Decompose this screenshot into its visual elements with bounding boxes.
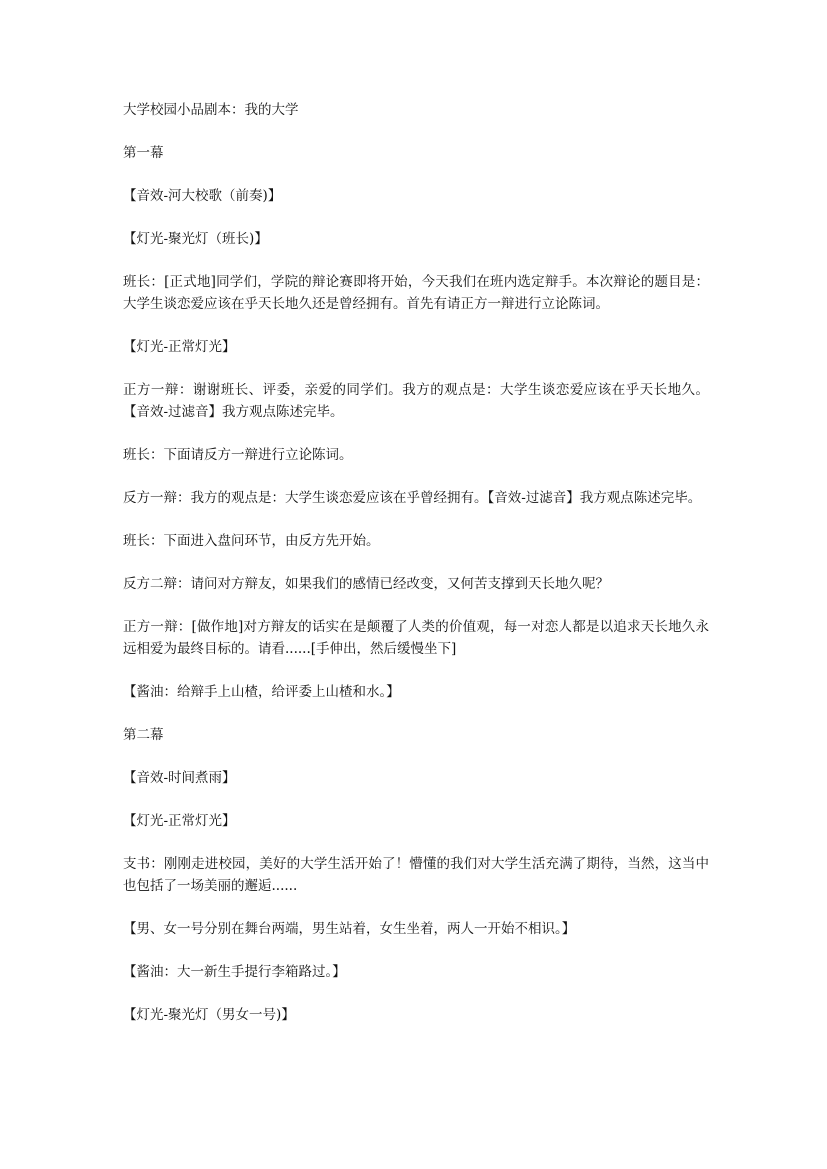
stage-direction: 【灯光-正常灯光】 [123, 813, 236, 829]
dialogue-line: 支书：刚刚走进校园，美好的大学生活开始了！懵懂的我们对大学生活充满了期待，当然，这当中也包括了一场美丽的邂逅...... [123, 856, 709, 894]
dialogue-line: 反方二辩：请问对方辩友，如果我们的感情已经改变，又何苦支撑到天长地久呢？ [123, 576, 609, 592]
act-heading: 第二幕 [123, 727, 164, 743]
stage-direction: 【灯光-正常灯光】 [123, 339, 236, 355]
dialogue-line: 班长：[正式地]同学们，学院的辩论赛即将开始，今天我们在班内选定辩手。本次辩论的题目是：大学生谈恋爱应该在乎天长地久还是曾经拥有。首先有请正方一辩进行立论陈词。 [123, 274, 709, 312]
document-body [123, 99, 709, 1047]
script-title: 大学校园小品剧本：我的大学 [123, 102, 299, 118]
stage-direction: 【灯光-聚光灯（班长)】 [123, 231, 268, 247]
dialogue-line: 班长：下面进入盘问环节，由反方先开始。 [123, 533, 380, 549]
dialogue-line: 班长：下面请反方一辩进行立论陈词。 [123, 447, 353, 463]
stage-direction: 【男、女一号分别在舞台两端，男生站着，女生坐着，两人一开始不相识。】 [123, 921, 576, 937]
stage-direction: 【酱油：给辩手上山楂，给评委上山楂和水。】 [123, 684, 400, 700]
dialogue-line: 正方一辩：[做作地]对方辩友的话实在是颠覆了人类的价值观，每一对恋人都是以追求天长地久永远相爱为最终目标的。请看......[手伸出，然后缓慢坐下] [123, 619, 709, 657]
act-heading: 第一幕 [123, 145, 164, 161]
stage-direction: 【酱油：大一新生手提行李箱路过。】 [123, 964, 346, 980]
stage-direction: 【音效-河大校歌（前奏)】 [123, 188, 282, 204]
dialogue-line: 正方一辩：谢谢班长、评委，亲爱的同学们。我方的观点是：大学生谈恋爱应该在乎天长地久。【音效-过滤音】我方观点陈述完毕。 [123, 382, 709, 420]
stage-direction: 【灯光-聚光灯（男女一号)】 [123, 1007, 295, 1023]
dialogue-line: 反方一辩：我方的观点是：大学生谈恋爱应该在乎曾经拥有。【音效-过滤音】我方观点陈述完毕。 [123, 490, 702, 506]
stage-direction: 【音效-时间煮雨】 [123, 770, 236, 786]
